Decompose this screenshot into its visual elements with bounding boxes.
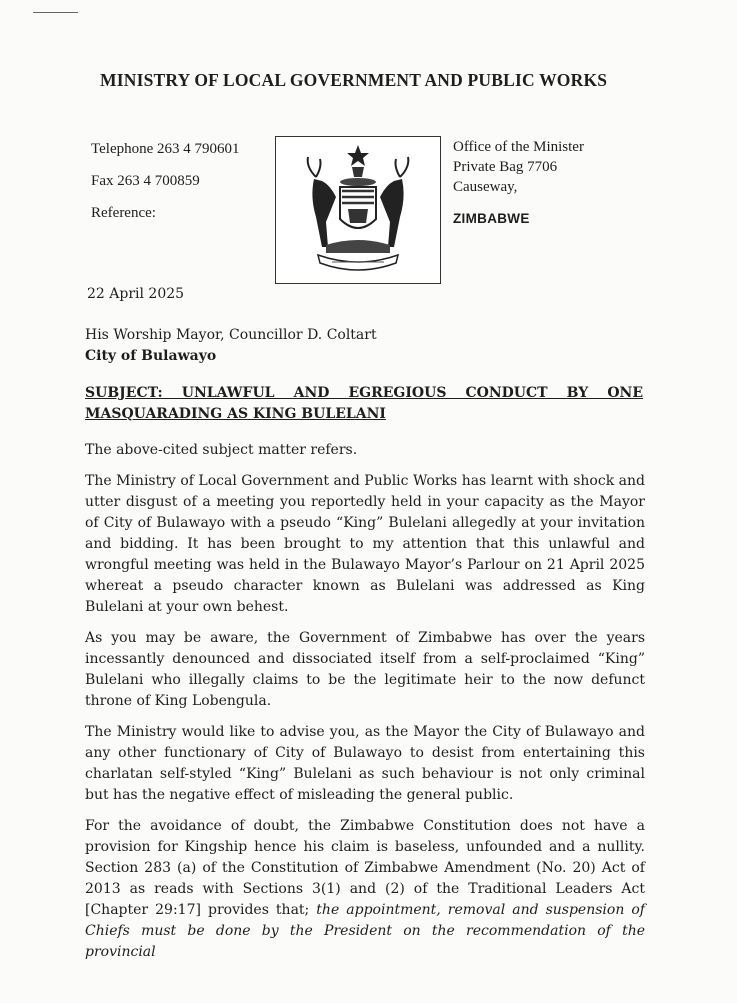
addressee-city: City of Bulawayo <box>85 348 217 364</box>
letter-body <box>85 440 645 973</box>
private-bag-line: Private Bag 7706 <box>453 159 558 175</box>
reference-line: Reference: <box>91 205 156 221</box>
contact-left-block <box>91 141 240 237</box>
paragraph-3: As you may be aware, the Government of Zimbabwe has over the years incessantly denounced and dissociated itself from a self-proclaimed “King” Bulelani who illegally claims to be the legitimate heir to the now defunct throne of King Lobengula. <box>85 630 645 709</box>
causeway-line: Causeway, <box>453 179 518 195</box>
subject-line: SUBJECT: UNLAWFUL AND EGREGIOUS CONDUCT BY ONE MASQUARADING AS KING BULELANI <box>85 385 643 422</box>
ministry-header: MINISTRY OF LOCAL GOVERNMENT AND PUBLIC WORKS <box>100 70 608 90</box>
addressee-name: His Worship Mayor, Councillor D. Coltart <box>85 327 377 343</box>
letter-date: 22 April 2025 <box>87 286 185 302</box>
paragraph-4: The Ministry would like to advise you, as the Mayor the City of Bulawayo and any other functionary of City of Bulawayo to desist from entertaining this charlatan self-styled “King” Bulelani as such behaviour is not only criminal but has the negative effect of misleading the general public. <box>85 724 645 803</box>
country-line: ZIMBABWE <box>453 211 530 226</box>
paragraph-2: The Ministry of Local Government and Public Works has learnt with shock and utter disgust of a meeting you reportedly held in your capacity as the Mayor of City of Bulawayo with a pseudo “King” Bulelani allegedly at your invitation and bidding. It has been brought to my attention that this unlawful and wrongful meeting was held in the Bulawayo Mayor’s Parlour on 21 April 2025 whereat a pseudo character known as Bulelani was addressed as King Bulelani at your own behest. <box>85 473 645 615</box>
office-line: Office of the Minister <box>453 139 584 155</box>
contact-right-block <box>453 137 584 229</box>
paragraph-5-text: For the avoidance of doubt, the Zimbabwe Constitution does not have a provision for Kingship hence his claim is baseless, unfounded and a nullity. Section 283 (a) of the Constitution of Zimbabwe Amendment (No. 20) Act of 2013 as reads with Sections 3(1) and (2) of the Traditional Leaders Act [Chapter 29:17] provides that; <box>85 818 645 918</box>
paragraph-5-quote: the appointment, removal and suspension of Chiefs must be done by the President on the recommendation of the provincial <box>85 902 645 960</box>
coat-of-arms-icon <box>276 137 440 283</box>
fax-line: Fax 263 4 700859 <box>91 173 200 189</box>
coat-of-arms-box <box>275 136 441 284</box>
paragraph-1: The above-cited subject matter refers. <box>85 442 358 458</box>
corner-mark <box>33 12 78 13</box>
telephone-line: Telephone 263 4 790601 <box>91 141 240 157</box>
addressee-block <box>85 325 377 367</box>
paragraph-5 <box>85 816 645 963</box>
